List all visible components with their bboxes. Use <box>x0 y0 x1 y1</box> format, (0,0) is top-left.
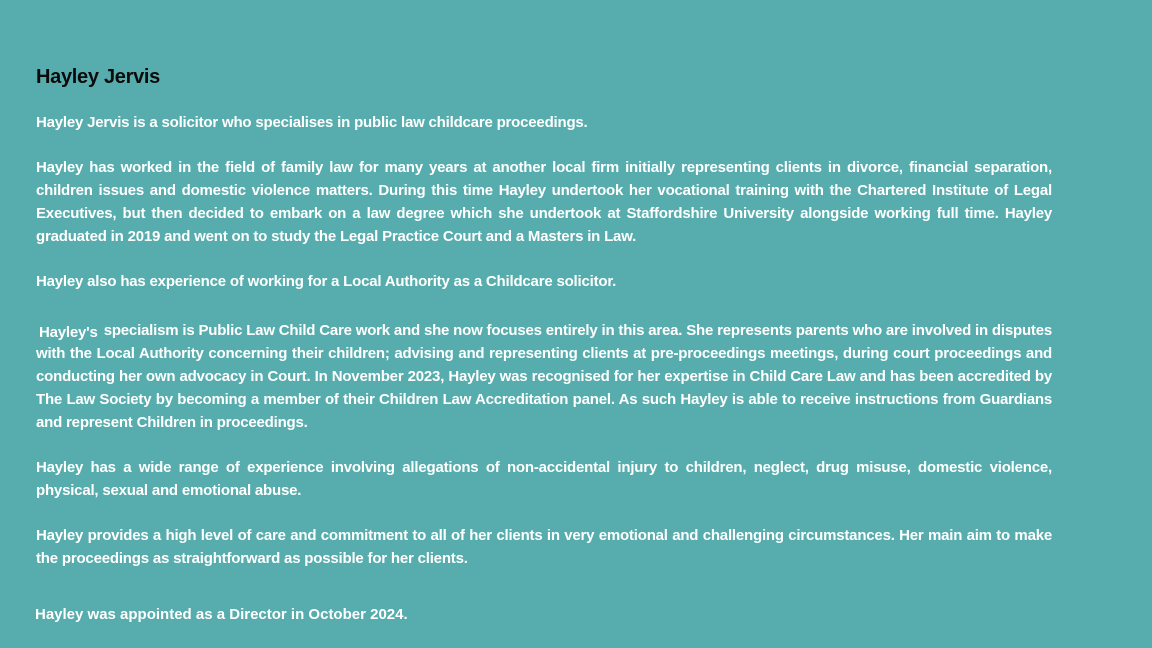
bio-paragraph-care: Hayley provides a high level of care and commitment to all of her clients in very emotional and challenging circumstances. Her main aim to make the proceedings as straightforward as possible for her clients. <box>36 527 1052 567</box>
profile-name-heading: Hayley Jervis <box>36 66 160 88</box>
bio-specialism-text: specialism is Public Law Child Care work and she now focuses entirely in this area. She represents parents who are involved in disputes with the Local Authority concerning their children; advising and representing clients at pre-proceedings meetings, during court proceedings and conducting her own advocacy in Court. In November 2023, Hayley was recognised for her expertise in Child Care Law and has been accredited by The Law Society by becoming a member of their Children Law Accreditation panel. As such Hayley is able to receive instructions from Guardians and represent Children in proceedings. <box>36 322 1052 431</box>
bio-specialism-lead-word: Hayley's <box>39 324 98 341</box>
bio-paragraph-range: Hayley has a wide range of experience involving allegations of non-accidental injury to children, neglect, drug misuse, domestic violence, physical, sexual and emotional abuse. <box>36 459 1052 499</box>
biography-text <box>36 111 1052 570</box>
bio-paragraph-local-authority: Hayley also has experience of working for a Local Authority as a Childcare solicitor. <box>36 273 617 290</box>
bio-paragraph-specialism <box>36 319 1052 434</box>
bio-paragraph-intro: Hayley Jervis is a solicitor who specialises in public law childcare proceedings. <box>36 114 588 131</box>
appointment-note: Hayley was appointed as a Director in October 2024. <box>35 606 408 623</box>
bio-paragraph-experience: Hayley has worked in the field of family law for many years at another local firm initially representing clients in divorce, financial separation, children issues and domestic violence matters. During this time Hayley undertook her vocational training with the Chartered Institute of Legal Executives, but then decided to embark on a law degree which she undertook at Staffordshire University alongside working full time. Hayley graduated in 2019 and went on to study the Legal Practice Court and a Masters in Law. <box>36 159 1052 245</box>
